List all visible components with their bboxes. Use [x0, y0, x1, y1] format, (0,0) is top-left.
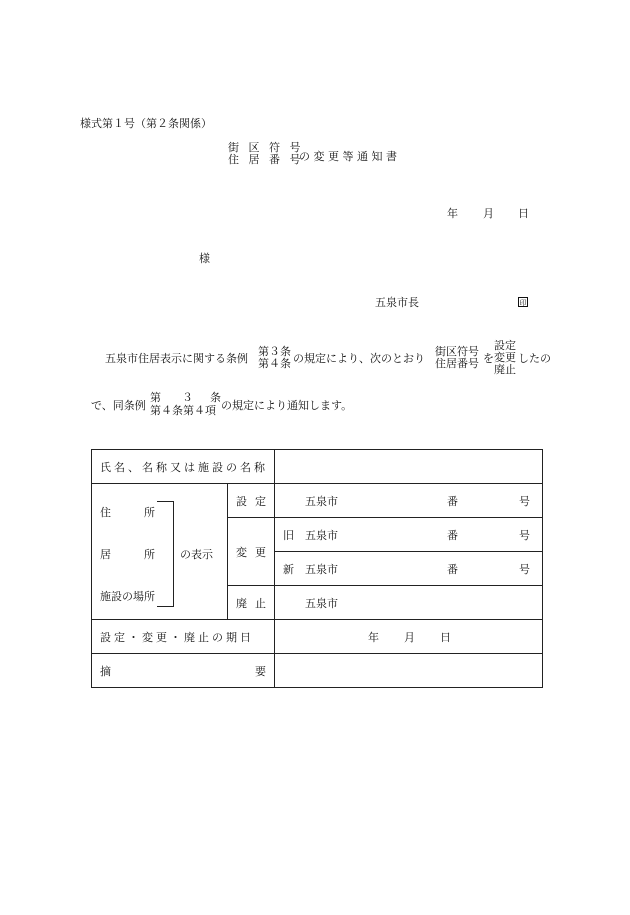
settei-value-cell[interactable]: [275, 484, 543, 518]
henko-b: 更: [255, 545, 266, 559]
date-year: 年: [447, 207, 458, 220]
table-date-month: 月: [404, 630, 415, 644]
body-p1-act-haishi: 廃止: [494, 363, 516, 376]
henko-old-cell[interactable]: [275, 518, 543, 552]
issuer-name: 五泉市長: [375, 296, 419, 309]
table-date-day: 日: [440, 630, 451, 644]
remarks-value-cell[interactable]: [275, 654, 543, 688]
table-row: [92, 620, 543, 654]
addr-jusho-a: 住: [100, 506, 111, 519]
title-suffix: の 変 更 等 通 知 書: [299, 150, 397, 163]
settei-city: 五泉市: [305, 494, 338, 508]
settei-ban: 番: [447, 494, 458, 508]
addr-kyosho-a: 居: [100, 548, 111, 561]
date-day: 日: [518, 207, 529, 220]
remarks-b: 要: [255, 664, 266, 678]
addr-shisetsu: 施設の場所: [100, 590, 155, 603]
date-label: 設定・変更・廃止の期日: [100, 630, 254, 644]
display-label: の表示: [180, 548, 213, 561]
body-p2-bottom: 第４条第４項: [150, 404, 216, 417]
new-city: 五泉市: [305, 562, 338, 576]
haishi-city: 五泉市: [305, 596, 338, 610]
remarks-a: 摘: [100, 664, 111, 678]
name-value-cell[interactable]: [275, 450, 543, 484]
body-p2-top-a: 第: [150, 391, 161, 404]
date-label-cell: [92, 620, 275, 654]
old-ban: 番: [447, 528, 458, 542]
settei-label-cell: [228, 484, 275, 518]
settei-go: 号: [519, 494, 530, 508]
date-value-cell[interactable]: [275, 620, 543, 654]
addressee-sama: 様: [199, 252, 210, 265]
old-city: 五泉市: [305, 528, 338, 542]
body-p2-end: の規定により通知します。: [221, 399, 353, 412]
address-label-block: [92, 484, 227, 619]
address-bracket: [157, 501, 174, 607]
body-p1-type-stack: [435, 346, 479, 370]
haishi-value-cell[interactable]: [275, 586, 543, 620]
address-label-cell: [92, 484, 228, 620]
body-p1-article-b: 第４条: [258, 357, 291, 370]
new-ban: 番: [447, 562, 458, 576]
body-p1-type-a: 街区符号: [435, 345, 479, 358]
name-label-cell: [92, 450, 275, 484]
body-p2-top-b: ３: [182, 391, 193, 404]
body-p1-wo: を: [483, 352, 494, 365]
notice-table: [91, 449, 543, 688]
addr-kyosho-b: 所: [144, 548, 155, 561]
settei-a: 設: [236, 494, 247, 508]
haishi-a: 廃: [236, 596, 247, 610]
old-go: 号: [519, 528, 530, 542]
haishi-label-cell: [228, 586, 275, 620]
body-p1-act-henko: 変更: [494, 351, 516, 364]
new-prefix: 新: [283, 562, 294, 576]
body-p1-action-stack: [494, 340, 516, 376]
table-row: [92, 654, 543, 688]
body-p2-top-c: 条: [210, 391, 221, 404]
title-line-gaiku: 街 区 符 号: [228, 141, 304, 154]
date-month: 月: [483, 207, 494, 220]
remarks-label-cell: [92, 654, 275, 688]
body-p1-mid: の規定により、次のとおり: [293, 352, 425, 365]
title-line-jukyo: 住 居 番 号: [228, 153, 304, 166]
body-p1-article-stack: [258, 346, 291, 370]
table-row: [92, 450, 543, 484]
form-number: 様式第１号（第２条関係）: [80, 117, 212, 130]
table-row: [92, 484, 543, 518]
name-label: 氏名、名称又は施設の名称: [100, 460, 268, 474]
haishi-b: 止: [255, 596, 266, 610]
addr-jusho-b: 所: [144, 506, 155, 519]
body-p1-article-a: 第３条: [258, 345, 291, 358]
body-p2-start: で、同条例: [91, 399, 146, 412]
settei-b: 定: [255, 494, 266, 508]
table-date-year: 年: [368, 630, 379, 644]
old-prefix: 旧: [283, 528, 294, 542]
body-p1-type-b: 住居番号: [435, 357, 479, 370]
title-stack: [228, 142, 304, 166]
new-go: 号: [519, 562, 530, 576]
seal-mark: 印: [519, 299, 527, 307]
henko-new-cell[interactable]: [275, 552, 543, 586]
body-p1-act-settei: 設定: [494, 339, 516, 352]
body-p1-start: 五泉市住居表示に関する条例: [105, 352, 248, 365]
henko-label-cell: [228, 518, 275, 586]
henko-a: 変: [236, 545, 247, 559]
body-p1-end: したの: [518, 352, 551, 365]
